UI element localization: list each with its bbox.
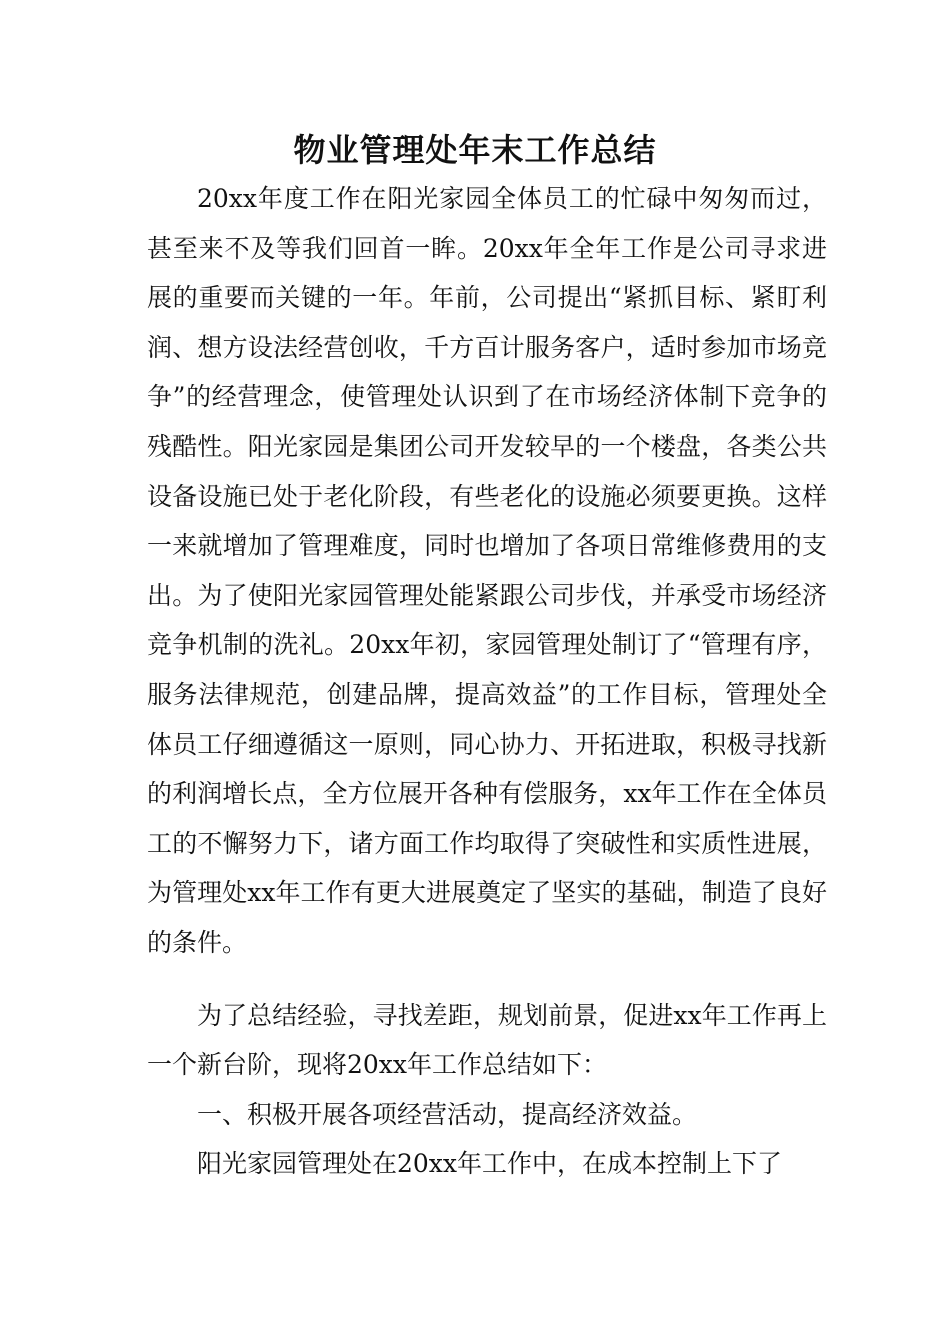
paragraph-intro: 20xx年度工作在阳光家园全体员工的忙碌中匆匆而过，甚至来不及等我们回首一眸。20xx年全年工作是公司寻求进展的重要而关键的一年。年前，公司提出“紧抓目标、紧盯利润、想方设法经营创收，千方百计服务客户，适时参加市场竞争”的经营理念，使管理处认识到了在市场经济体制下竞争的残酷性。阳光家园是集团公司开发较早的一个楼盘，各类公共设备设施已处于老化阶段，有些老化的设施必须要更换。这样一来就增加了管理难度，同时也增加了各项日常维修费用的支出。为了使阳光家园管理处能紧跟公司步伐，并承受市场经济竞争机制的洗礼。20xx年初，家园管理处制订了“管理有序，服务法律规范，创建品牌，提高效益”的工作目标，管理处全体员工仔细遵循这一原则，同心协力、开拓进取，积极寻找新的利润增长点，全方位展开各种有偿服务，xx年工作在全体员工的不懈努力下，诸方面工作均取得了突破性和实质性进展，为管理处xx年工作有更大进展奠定了坚实的基础，制造了良好的条件。: [147, 184, 827, 957]
paragraph-section-1: 阳光家园管理处在20xx年工作中，在成本控制上下了: [197, 1149, 783, 1179]
paragraph-purpose: 为了总结经验，寻找差距，规划前景，促进xx年工作再上一个新台阶，现将20xx年工作总结如下：: [147, 1000, 827, 1080]
document-body: [147, 174, 827, 1189]
document-title: 物业管理处年末工作总结: [293, 131, 657, 169]
section-heading-1: 一、积极开展各项经营活动，提高经济效益。: [197, 1099, 698, 1129]
